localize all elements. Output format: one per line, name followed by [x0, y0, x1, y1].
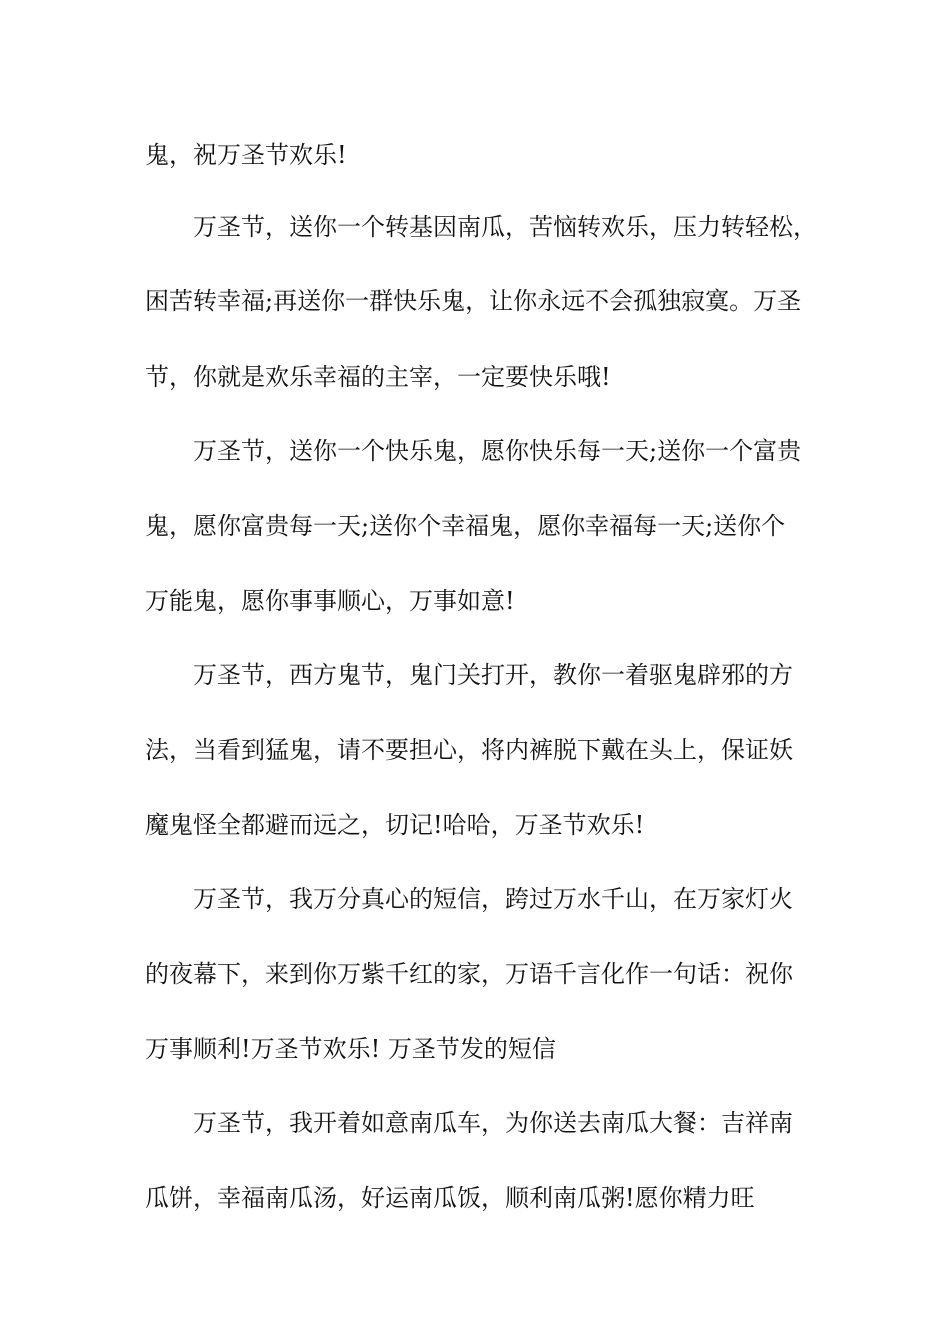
text-line-1: 鬼，祝万圣节欢乐! — [145, 141, 347, 169]
paragraph-4-line-2: 法，当看到猛鬼，请不要担心，将内裤脱下戴在头上，保证妖 — [145, 736, 793, 764]
paragraph-2-line-2: 困苦转幸福;再送你一群快乐鬼，让你永远不会孤独寂寞。万圣 — [145, 287, 802, 315]
paragraph-6-line-1: 万圣节，我开着如意南瓜车，为你送去南瓜大餐：吉祥南 — [193, 1109, 793, 1137]
paragraph-4-line-1: 万圣节，西方鬼节，鬼门关打开，教你一着驱鬼辟邪的方 — [193, 661, 793, 689]
paragraph-5-line-3: 万事顺利!万圣节欢乐! 万圣节发的短信 — [145, 1035, 556, 1063]
paragraph-2-line-1: 万圣节，送你一个转基因南瓜，苦恼转欢乐，压力转轻松， — [193, 213, 817, 241]
paragraph-5-line-1: 万圣节，我万分真心的短信，跨过万水千山，在万家灯火 — [193, 885, 793, 913]
paragraph-3-line-2: 鬼，愿你富贵每一天;送你个幸福鬼，愿你幸福每一天;送你个 — [145, 512, 786, 540]
paragraph-2-line-3: 节，你就是欢乐幸福的主宰，一定要快乐哦! — [145, 363, 611, 391]
paragraph-6-line-2: 瓜饼，幸福南瓜汤，好运南瓜饭，顺利南瓜粥!愿你精力旺 — [145, 1184, 755, 1212]
paragraph-5-line-2: 的夜幕下，来到你万紫千红的家，万语千言化作一句话：祝你 — [145, 960, 793, 988]
paragraph-3-line-1: 万圣节，送你一个快乐鬼，愿你快乐每一天;送你一个富贵 — [193, 437, 802, 465]
paragraph-3-line-3: 万能鬼，愿你事事顺心，万事如意! — [145, 587, 515, 615]
paragraph-4-line-3: 魔鬼怪全都避而远之，切记!哈哈，万圣节欢乐! — [145, 811, 645, 839]
